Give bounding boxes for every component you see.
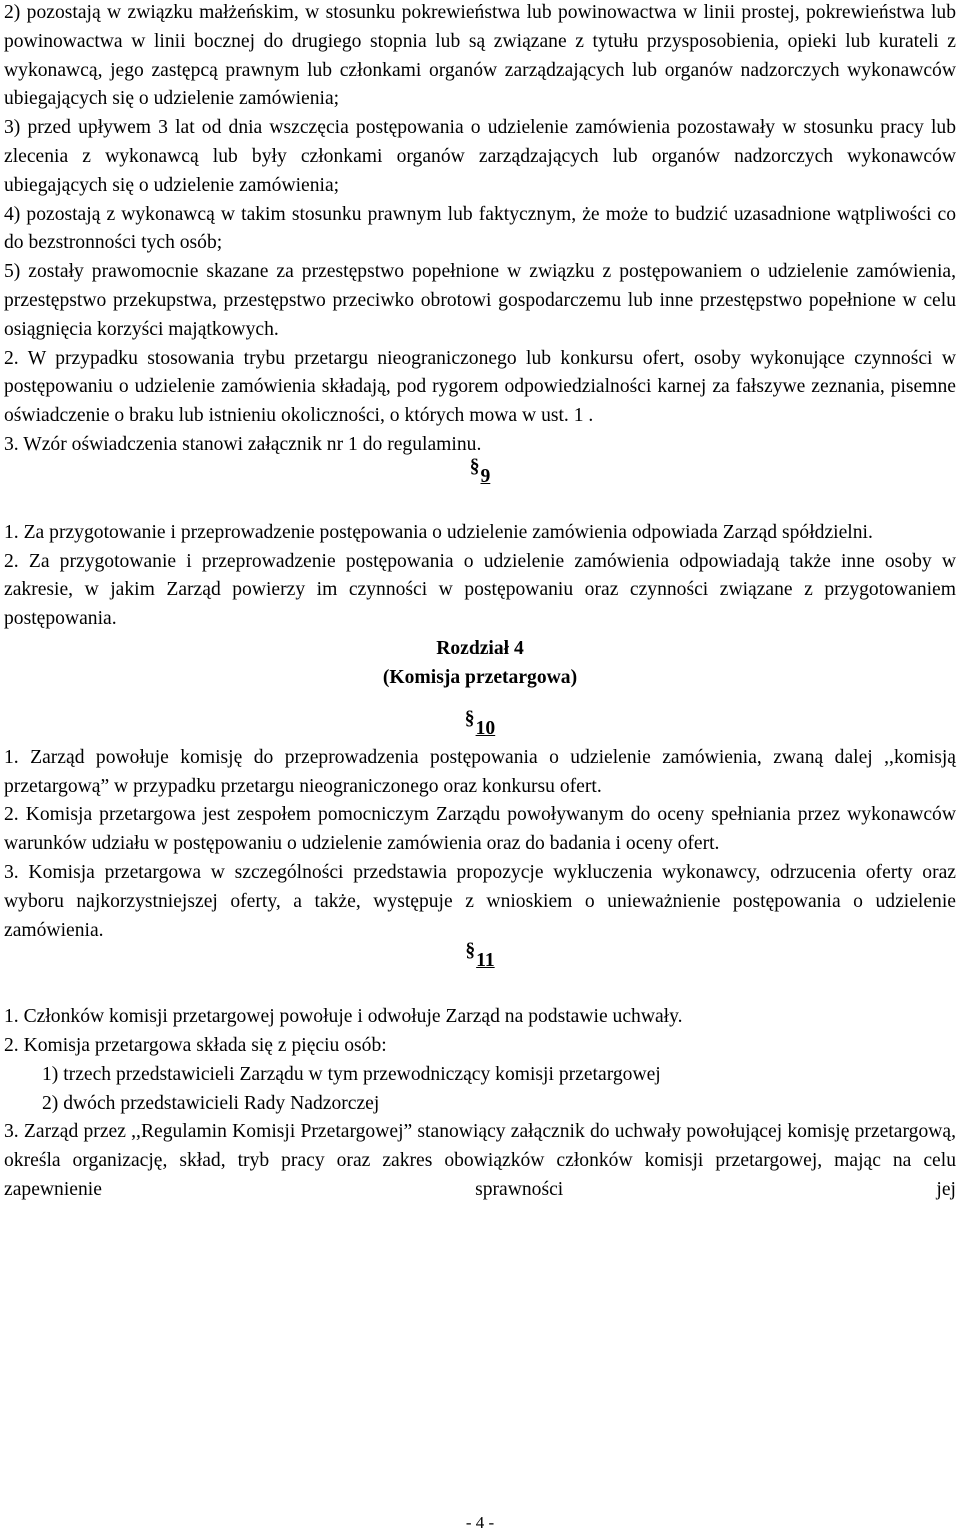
paragraph: 2. Komisja przetargowa składa się z pięciu osób:: [4, 1034, 387, 1056]
section-number: 10: [475, 717, 496, 739]
paragraph: 2. Komisja przetargowa jest zespołem pomocniczym Zarządu powoływanym do oceny spełniania przez wykonawców warunków udziału w postępowaniu o udzielenie zamówienia oraz do badania i oceny ofert.: [4, 804, 956, 855]
paragraph: 1. Za przygotowanie i przeprowadzenie postępowania o udzielenie zamówienia odpowiada Zarząd spółdzielni.: [4, 521, 873, 543]
section-mark: §: [464, 707, 475, 729]
document-page: [4, 0, 956, 1205]
section-10-heading: [4, 707, 956, 744]
section-9-heading: [4, 455, 956, 491]
paragraph: 2) pozostają w związku małżeńskim, w stosunku pokrewieństwa lub powinowactwa w linii prostej, pokrewieństwa lub powinowactwa w linii bocznej do drugiego stopnia lub są związane z tytułu przysposobienia, opieki lub kurateli z wykonawcą, jego zastępcą prawnym lub członkami organów zarządzających lub organów nadzorczych wykonawców ubiegających się o udzielenie zamówienia;: [4, 2, 956, 110]
section-number: 9: [480, 465, 491, 487]
section-11-heading: [4, 940, 956, 976]
paragraph: 3. Zarząd przez ,,Regulamin Komisji Przetargowej” stanowiący załącznik do uchwały powołującej komisję przetargową, określa organizację, skład, tryb pracy oraz zakres obowiązków członków komisji przetargowej, mając na celu zapewnienie sprawności jej: [4, 1121, 956, 1200]
paragraph: 3. Wzór oświadczenia stanowi załącznik nr 1 do regulaminu.: [4, 433, 482, 455]
list-item: 1) trzech przedstawicieli Zarządu w tym przewodniczący komisji przetargowej: [42, 1063, 661, 1085]
paragraph: 3. Komisja przetargowa w szczególności przedstawia propozycje wykluczenia wykonawcy, odrzucenia oferty oraz wyboru najkorzystniejszej oferty, a także, występuje z wnioskiem o unieważnienie postępowania o udzielenie zamówienia.: [4, 861, 956, 941]
paragraph: 5) zostały prawomocnie skazane za przestępstwo popełnione w związku z postępowaniem o udzielenie zamówienia, przestępstwo przekupstwa, przestępstwo przeciwko obrotowi gospodarczemu lub inne przestępstwo popełnione w celu osiągnięcia korzyści majątkowych.: [4, 261, 956, 340]
paragraph: 3) przed upływem 3 lat od dnia wszczęcia postępowania o udzielenie zamówienia pozostawały w stosunku pracy lub zlecenia z wykonawcą lub były członkami organów zarządzających lub organów nadzorczych wykonawców ubiegających się o udzielenie zamówienia;: [4, 117, 956, 196]
section-number: 11: [476, 950, 495, 972]
paragraph: 2. W przypadku stosowania trybu przetargu nieograniczonego lub konkursu ofert, osoby wykonujące czynności w postępowaniu o udzielenie zamówienia składają, pod rygorem odpowiedzialności karnej za fałszywe zeznania, pisemne oświadczenie o braku lub istnieniu okoliczności, o których mowa w ust. 1 .: [4, 347, 956, 427]
chapter-subtitle: (Komisja przetargowa): [382, 666, 578, 688]
paragraph: 2. Za przygotowanie i przeprowadzenie postępowania o udzielenie zamówienia odpowiadają także inne osoby w zakresie, w jakim Zarząd powierzy im czynności w postępowaniu oraz czynności związane z przygotowaniem postępowania.: [4, 550, 956, 630]
list-item: 2) dwóch przedstawicieli Rady Nadzorczej: [42, 1092, 380, 1114]
paragraph: 1. Członków komisji przetargowej powołuje i odwołuje Zarząd na podstawie uchwały.: [4, 1006, 683, 1028]
section-mark: §: [465, 940, 476, 962]
section-mark: §: [469, 455, 480, 477]
paragraph: 4) pozostają z wykonawcą w takim stosunku prawnym lub faktycznym, że może to budzić uzasadnione wątpliwości co do bezstronności tych osób;: [4, 203, 956, 254]
paragraph: 1. Zarząd powołuje komisję do przeprowadzenia postępowania o udzielenie zamówienia, zwaną dalej ,,komisją przetargową” w przypadku przetargu nieograniczonego oraz konkursu ofert.: [4, 746, 956, 797]
page-number: - 4 -: [465, 1513, 495, 1532]
chapter-title: Rozdział 4: [436, 637, 524, 659]
